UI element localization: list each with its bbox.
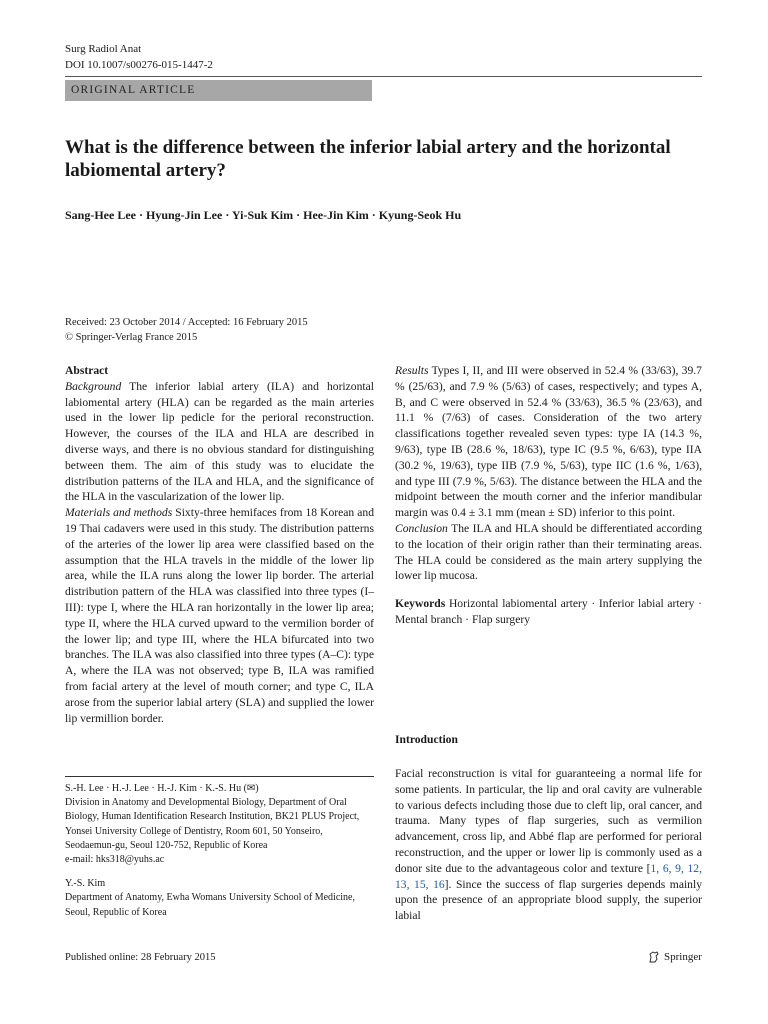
received-accepted: Received: 23 October 2014 / Accepted: 16 February 2015 [65,317,308,328]
results-label: Results [395,364,429,377]
abstract-heading: Abstract [65,364,109,377]
footnote-authors-2: Y.-S. Kim [65,878,106,890]
keywords [395,596,702,628]
published-online: Published online: 28 February 2015 [65,952,216,963]
article-type-banner: ORIGINAL ARTICLE [65,80,372,101]
footnote-email[interactable]: e-mail: hks318@yuhs.ac [65,854,165,866]
abstract-column-right [395,363,702,628]
springer-horse-icon [648,951,660,963]
abstract-column-left [65,363,374,726]
results-text: Types I, II, and III were observed in 52.4 % (33/63), 39.7 % (25/63), and 7.9 % (5/63) of cases, respectively; and types A, B, and C were observed in 52.4 % (33/63), 36.5 % (23/63), and 11.1 % (7/63) of cases. Consideration of the two artery classifications together revealed seven types: type IA (14.3 %, 9/63), type IB (28.6 %, 18/63), type IC (9.5 %, 6/63), type IIA (30.2 %, 19/63), type IIB (7.9 %, 5/63), type IIC (1.6 %, 1/63), and type III (7.9 %, 5/63). The distance between the HLA and the midpoint between the mouth corner and the inferior mandibular margin was 0.4 ± 3.1 mm (mean ± SD) inferior to this point. [395,364,702,520]
author-footnote [65,782,374,920]
intro-text-after: ]. Since the success of flap surgeries depends mainly upon the presence of an appropriate blood supply, the superior labial [395,877,703,923]
abstract-results [395,363,702,521]
methods-text: Sixty-three hemifaces from 18 Korean and 19 Thai cadavers were used in this study. The distribution patterns of the arteries of the lower lip area were classified based on the assumption that the HLA travels in the middle of the lower lip area, while the ILA runs along the lower lip border. The arterial distribution pattern of the HLA was classified into three types (I–III): type I, where the HLA ran horizontally in the lower lip area; type II, where the HLA curved upward to the vermilion border of the lower lip; and type III, where the HLA bifurcated into two branches. The ILA was also classified into three types (A–C): type A, where the ILA was not observed; type B, ILA was ramified from facial artery at the level of mouth corner; and type C, ILA arose from the superior labial artery (SLA) and supplied the lower lip vermillion border. [65,506,374,725]
background-label: Background [65,379,122,393]
abstract-methods [65,505,374,726]
abstract-background [65,379,374,505]
conclusion-label: Conclusion [395,521,448,535]
author-list: Sang-Hee Lee · Hyung-Jin Lee · Yi-Suk Kim · Hee-Jin Kim · Kyung-Seok Hu [65,208,462,222]
footnote-rule [65,776,374,777]
abstract-conclusion [395,521,702,584]
journal-name: Surg Radiol Anat [65,43,142,55]
footnote-affiliation-2: Department of Anatomy, Ewha Womans University School of Medicine, Seoul, Republic of Korea [65,892,355,918]
intro-text-before: Facial reconstruction is vital for guaranteeing a normal life for some patients. In particular, the lip and oral cavity are vulnerable to various defects including those due to cleft lip, oral cancer, and trauma. Many types of flap surgeries, such as vermilion advancement, cross lip, and Abbé flap are performed for perioral reconstruction, and the upper or lower lip is commonly used as a donor site due to the advantageous color and texture [ [395,767,702,875]
footnote-affiliation-1: Division in Anatomy and Developmental Biology, Department of Oral Biology, Human Identification Research Institution, BK21 PLUS Project, Yonsei University College of Dentistry, Room 601, 50 Yonseiro, Seodaemun-gu, Seoul 120-752, Republic of Korea [65,797,360,851]
journal-header [65,41,213,73]
keywords-label: Keywords [395,597,446,611]
intro-citations[interactable]: 1, 6, 9, 12, 13, 15, 16 [395,861,702,891]
introduction-text [395,766,702,924]
header-rule [65,76,702,77]
article-dates [65,315,308,345]
background-text: The inferior labial artery (ILA) and horizontal labiomental artery (HLA) can be regarded as the main arteries used in the lower lip pedicle for the perioral reconstruction. However, the courses of the ILA and HLA are described in diverse ways, and there is no obvious standard for distinguishing between them. The aim of this study was to elucidate the distribution patterns of the ILA and HLA, and the significance of the HLA in the vascularization of the lower lip. [65,379,374,504]
publisher-name: Springer [664,951,702,963]
doi[interactable]: DOI 10.1007/s00276-015-1447-2 [65,59,213,71]
keywords-text: Horizontal labiomental artery · Inferior labial artery · Mental branch · Flap surgery [395,597,702,626]
publisher-logo [648,951,702,963]
footnote-authors-1: S.-H. Lee · H.-J. Lee · H.-J. Kim · K.-S. Hu (✉) [65,783,259,794]
introduction-heading: Introduction [395,733,458,746]
methods-label: Materials and methods [65,506,173,520]
article-title: What is the difference between the inferior labial artery and the horizontal labiomental artery? [65,137,671,181]
conclusion-text: The ILA and HLA should be differentiated according to the location of their origin rather than their terminating areas. The HLA could be considered as the main artery supplying the lower lip mucosa. [395,521,702,583]
copyright: © Springer-Verlag France 2015 [65,332,198,343]
